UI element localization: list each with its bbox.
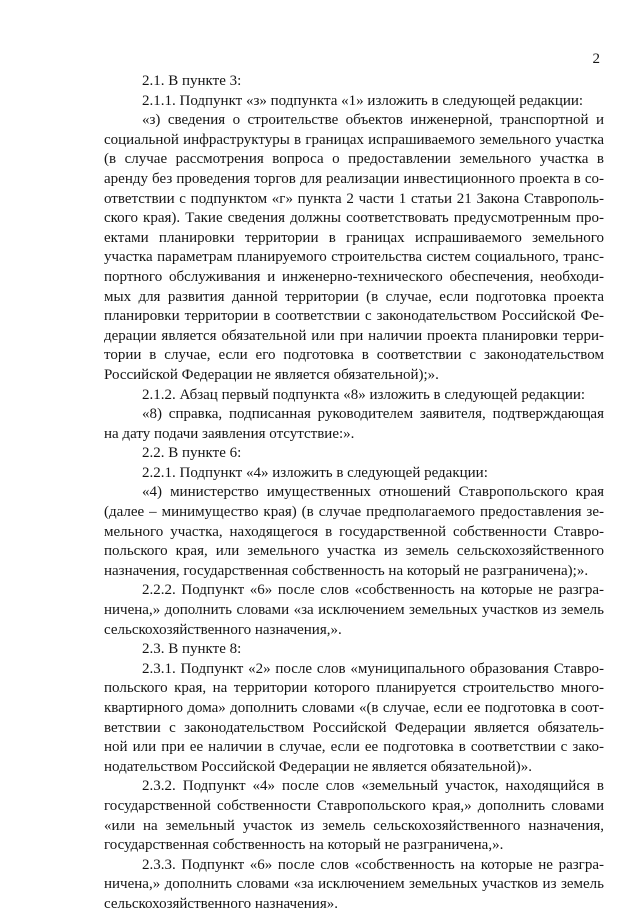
text-line: социальной инфраструктуры в границах испрашиваемого земельного участка bbox=[104, 131, 604, 148]
text-line: «з) сведения о строительстве объектов инженерной, транспортной и bbox=[142, 112, 604, 129]
paragraph bbox=[104, 777, 604, 855]
text-line: 2.2.2. Подпункт «6» после слов «собственность на которые не разгра- bbox=[142, 582, 604, 599]
text-line: портного обслуживания и инженерно-технического обеспечения, необходи- bbox=[104, 268, 604, 285]
page-number: 2 bbox=[592, 51, 600, 67]
text-line: сельскохозяйственного назначения,». bbox=[104, 621, 342, 638]
text-line: «4) министерство имущественных отношений Ставропольского края bbox=[142, 484, 604, 501]
text-line: 2.3.2. Подпункт «4» после слов «земельный участок, находящийся в bbox=[142, 778, 604, 795]
text-line: (далее – минимущество края) (в случае предполагаемого предоставления зе- bbox=[104, 504, 604, 521]
text-line: ектами планировки территории в границах испрашиваемого земельного bbox=[104, 229, 604, 246]
text-line: государственная собственность на который не разграничена,». bbox=[104, 837, 504, 854]
text-line: нодательством Российской Федерации не является обязательной)». bbox=[104, 758, 532, 775]
text-line: участка параметрам планируемого строительства систем социального, транс- bbox=[104, 249, 604, 266]
text-line: мельного участка, находящегося в государственной собственности Ставро- bbox=[104, 523, 604, 540]
text-line: ничена,» дополнить словами «за исключением земельных участков из земель bbox=[104, 602, 604, 619]
document-body bbox=[104, 72, 604, 915]
paragraph bbox=[104, 483, 604, 581]
text-line: 2.1.1. Подпункт «з» подпункта «1» изложить в следующей редакции: bbox=[142, 92, 584, 109]
text-line: планировки территории в соответствии с законодательством Российской Фе- bbox=[104, 308, 604, 325]
text-line: Российской Федерации не является обязательной);». bbox=[104, 366, 439, 383]
text-line: назначения, государственная собственность на который не разграничена);». bbox=[104, 562, 589, 579]
text-line: польского края, на территории которого планируется строительство много- bbox=[104, 680, 604, 697]
text-line: 2.3.1. Подпункт «2» после слов «муниципального образования Ставро- bbox=[142, 660, 604, 677]
paragraph bbox=[104, 92, 604, 112]
text-line: государственной собственности Ставропольского края,» дополнить словами bbox=[104, 797, 604, 814]
text-line: тории в случае, если его подготовка в соответствии с законодательством bbox=[104, 347, 604, 364]
paragraph bbox=[104, 111, 604, 385]
text-line: мых для развития данной территории (в случае, если подготовка проекта bbox=[104, 288, 604, 305]
text-line: аренду без проведения торгов для реализации инвестиционного проекта в со- bbox=[104, 170, 604, 187]
paragraph bbox=[104, 464, 604, 484]
paragraph bbox=[104, 640, 604, 660]
text-line: 2.1. В пункте 3: bbox=[142, 73, 242, 89]
paragraph bbox=[104, 856, 604, 915]
paragraph bbox=[104, 386, 604, 406]
text-line: (в случае рассмотрения вопроса о предоставлении земельного участка в bbox=[104, 151, 604, 168]
paragraph bbox=[104, 72, 604, 92]
text-line: 2.2.1. Подпункт «4» изложить в следующей редакции: bbox=[142, 464, 488, 481]
text-line: 2.3.3. Подпункт «6» после слов «собственность на которые не разгра- bbox=[142, 856, 604, 873]
text-line: 2.3. В пункте 8: bbox=[142, 641, 242, 658]
text-line: ответствии с подпунктом «г» пункта 2 части 1 статьи 21 Закона Ставрополь- bbox=[104, 190, 604, 207]
text-line: «или на земельный участок из земель сельскохозяйственного назначения, bbox=[104, 817, 604, 834]
paragraph bbox=[104, 405, 604, 444]
text-line: сельскохозяйственного назначения». bbox=[104, 895, 338, 912]
paragraph bbox=[104, 660, 604, 778]
text-line: на дату подачи заявления отсутствие:». bbox=[104, 425, 355, 442]
text-line: дерации является обязательной или при наличии проекта планировки терри- bbox=[104, 327, 604, 344]
text-line: 2.2. В пункте 6: bbox=[142, 445, 242, 462]
text-line: польского края, или земельного участка из земель сельскохозяйственного bbox=[104, 543, 604, 560]
text-line: «8) справка, подписанная руководителем заявителя, подтверждающая bbox=[142, 406, 604, 423]
paragraph bbox=[104, 581, 604, 640]
text-line: ной или при ее наличии в случае, если ее подготовка в соответствии с зако- bbox=[104, 739, 604, 756]
text-line: ветствии с законодательством Российской Федерации является обязатель- bbox=[104, 719, 604, 736]
paragraph bbox=[104, 444, 604, 464]
text-line: квартирного дома» дополнить словами «(в случае, если ее подготовка в соот- bbox=[104, 700, 604, 716]
text-line: ского края). Такие сведения должны соответствовать предусмотренным про- bbox=[104, 210, 604, 227]
text-line: ничена,» дополнить словами «за исключением земельных участков из земель bbox=[104, 876, 604, 893]
text-line: 2.1.2. Абзац первый подпункта «8» изложить в следующей редакции: bbox=[142, 386, 586, 403]
